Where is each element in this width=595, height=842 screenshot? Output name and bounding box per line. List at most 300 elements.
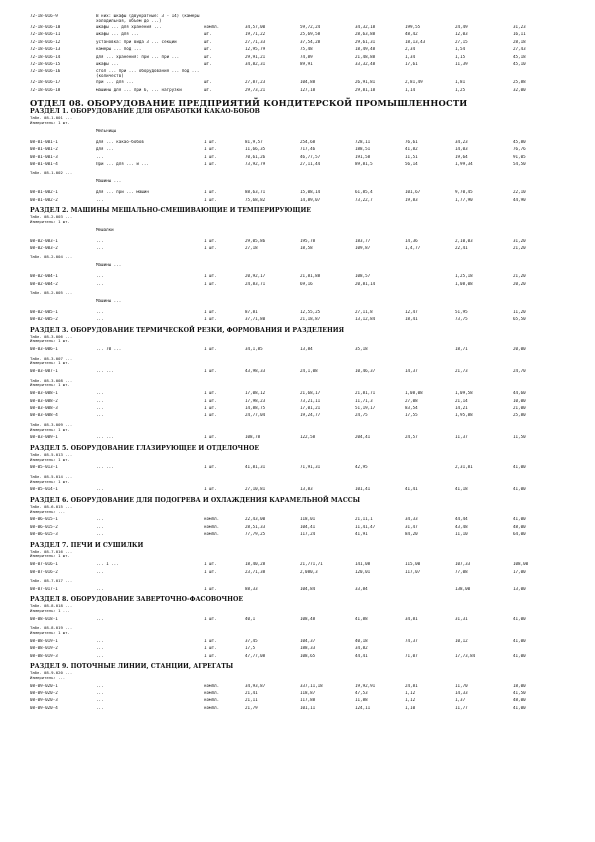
cell-c6: 16,11 bbox=[513, 32, 526, 37]
cell-desc: ... bbox=[96, 281, 104, 286]
cell-c5: 43,48 bbox=[455, 524, 468, 529]
table-note: Измеритель: 1 шт. bbox=[30, 338, 70, 344]
table-row bbox=[0, 691, 595, 698]
cell-c6: 41,00 bbox=[513, 616, 526, 621]
table-row bbox=[0, 162, 595, 169]
table-row bbox=[0, 55, 595, 62]
table-row bbox=[0, 435, 595, 442]
cell-c2: 104,41 bbox=[300, 524, 316, 529]
table-row bbox=[0, 47, 595, 54]
cell-c2: 127,18 bbox=[300, 87, 316, 92]
table-note: Табл. 08-2-005 ... bbox=[30, 290, 73, 295]
table-note: Табл. 08-3-009 ... bbox=[30, 421, 73, 427]
cell-c2: 27,11,44 bbox=[300, 162, 321, 166]
cell-c5: 1,25,18 bbox=[455, 274, 473, 279]
table-row bbox=[0, 155, 595, 162]
cell-desc: Машины ... bbox=[96, 179, 122, 184]
cell-code: 08-08-018-1 bbox=[30, 616, 58, 621]
cell-desc: ... bbox=[96, 487, 104, 492]
cell-desc: ... bbox=[96, 197, 104, 202]
cell-desc: Мешалки bbox=[96, 227, 114, 232]
cell-unit: 1 шт. bbox=[204, 569, 217, 574]
cell-desc: ... bbox=[96, 683, 104, 688]
cell-desc: шкафы ... для ... bbox=[96, 32, 139, 37]
cell-c5: 1,54 bbox=[455, 47, 466, 52]
cell-code: 08-02-003-2 bbox=[30, 246, 58, 250]
cell-c1: 29,73,21 bbox=[245, 87, 266, 92]
cell-c6: 48,00 bbox=[513, 524, 526, 529]
cell-c4: 2,81,49 bbox=[405, 80, 423, 85]
cell-c3: 11,71,3 bbox=[355, 398, 373, 403]
cell-desc: шкафы ... bbox=[96, 62, 119, 66]
cell-c4: 71,07 bbox=[405, 653, 418, 658]
cell-code: 08-05-013-1 bbox=[30, 465, 58, 470]
cell-c1: 21,11 bbox=[245, 698, 258, 703]
cell-c2: 14,89,07 bbox=[300, 197, 321, 202]
cell-c1: 87,81 bbox=[245, 309, 258, 314]
cell-c3: 188,51 bbox=[355, 147, 371, 152]
cell-c1: 88,33 bbox=[245, 586, 258, 591]
cell-code: 08-01-002-1 bbox=[30, 190, 58, 195]
cell-unit: компл. bbox=[204, 25, 220, 29]
table-note: Табл. 08-5-013 ... bbox=[30, 451, 73, 457]
cell-c3: 51,19,17 bbox=[355, 406, 376, 410]
cell-c6: 91,05 bbox=[513, 154, 526, 159]
cell-code: 08-08-019-1 bbox=[30, 638, 58, 643]
cell-c4: 84,20 bbox=[405, 532, 418, 537]
cell-desc: ... bbox=[96, 274, 104, 279]
table-row bbox=[0, 617, 595, 624]
cell-c4: 31,47 bbox=[405, 524, 418, 529]
cell-code: 08-02-004-2 bbox=[30, 281, 58, 286]
cell-c5: 1,37 bbox=[455, 698, 466, 703]
cell-desc: ... bbox=[96, 317, 104, 322]
cell-c5: 73,75 bbox=[455, 317, 468, 322]
cell-code: 72-18-016-13 bbox=[30, 47, 61, 52]
cell-c5: 14,33 bbox=[455, 691, 468, 695]
cell-desc: для ... bbox=[96, 147, 114, 152]
cell-code: 72-18-016-15 bbox=[30, 62, 61, 66]
cell-c2: 59,72,24 bbox=[300, 25, 321, 29]
cell-c6: 65,50 bbox=[513, 317, 526, 322]
section-heading: РАЗДЕЛ 1. ОБОРУДОВАНИЕ ДЛЯ ОБРАБОТКИ КАКАО-БОБОВ bbox=[30, 108, 260, 116]
cell-c3: 61,85,4 bbox=[355, 190, 373, 195]
cell-c2: 21,81,88 bbox=[300, 274, 321, 279]
cell-c2: 337,11,18 bbox=[300, 683, 323, 688]
cell-c2: 75,48 bbox=[300, 47, 313, 52]
table-row bbox=[0, 246, 595, 253]
cell-c5: 77,08 bbox=[455, 569, 468, 574]
cell-c3: 27,11,8 bbox=[355, 309, 373, 314]
cell-c2: 117,88 bbox=[300, 698, 316, 703]
table-note: Табл. 08-3-007 ... bbox=[30, 355, 73, 361]
table-row bbox=[0, 69, 595, 80]
cell-c6: 45,80 bbox=[513, 139, 526, 144]
cell-c1: 27,10,81 bbox=[245, 487, 266, 492]
cell-code: 72-18-016-18 bbox=[30, 87, 61, 92]
cell-c4: 76,61 bbox=[405, 139, 418, 144]
cell-c4: 24,81 bbox=[405, 683, 418, 688]
cell-c3: 33,84 bbox=[355, 586, 368, 591]
cell-unit: шт. bbox=[204, 54, 212, 59]
cell-c4: 2,34 bbox=[405, 47, 416, 52]
cell-desc: ... bbox=[96, 691, 104, 695]
section-heading: РАЗДЕЛ 8. ОБОРУДОВАНИЕ ЗАВЕРТОЧНО-ФАСОВОЧНОЕ bbox=[30, 596, 244, 604]
cell-c1: 47,77,08 bbox=[245, 653, 266, 658]
cell-c4: 14,36 bbox=[405, 238, 418, 243]
cell-c2: 717,46 bbox=[300, 147, 316, 152]
cell-c3: 44,41 bbox=[355, 653, 368, 658]
cell-code: 08-06-015-3 bbox=[30, 532, 58, 537]
cell-unit: 1 шт. bbox=[204, 147, 217, 152]
cell-c3: 42,95 bbox=[355, 465, 368, 470]
cell-c4: 1,10 bbox=[405, 705, 416, 710]
cell-code: 08-02-005-1 bbox=[30, 309, 58, 314]
cell-c5: 11,10 bbox=[455, 532, 468, 537]
cell-desc: Машины ... bbox=[96, 263, 122, 268]
cell-desc: ... bbox=[96, 406, 104, 410]
cell-code: 08-08-019-2 bbox=[30, 646, 58, 651]
cell-c4: 56,14 bbox=[405, 162, 418, 166]
cell-c6: 28,18 bbox=[513, 39, 526, 44]
cell-code: 08-09-020-1 bbox=[30, 683, 58, 688]
cell-desc: ... bbox=[96, 698, 104, 703]
section-heading: РАЗДЕЛ 7. ПЕЧИ И СУШИЛКИ bbox=[30, 541, 144, 549]
cell-c3: 101,41 bbox=[355, 487, 371, 492]
table-row bbox=[0, 347, 595, 354]
cell-c5: 1,15 bbox=[455, 54, 466, 59]
table-note: Табл. 08-7-016 ... bbox=[30, 548, 73, 554]
cell-c6: 21,20 bbox=[513, 274, 526, 279]
cell-desc: ... bbox=[96, 391, 104, 396]
cell-desc: ... bbox=[96, 309, 104, 314]
table-note: Табл. 08-9-020 ... bbox=[30, 670, 73, 675]
cell-c4: 74,37 bbox=[405, 638, 418, 643]
table-row bbox=[0, 391, 595, 398]
cell-c2: 104,37 bbox=[300, 638, 316, 643]
table-row bbox=[0, 698, 595, 705]
cell-c2: 122,58 bbox=[300, 435, 316, 440]
cell-c4: 34,81 bbox=[405, 616, 418, 621]
cell-desc: для ... хранения: при ... при ... bbox=[96, 54, 180, 59]
cell-code: 08-02-004-1 bbox=[30, 274, 58, 279]
cell-c2: 104,88 bbox=[300, 80, 316, 85]
cell-c5: 138,00 bbox=[455, 586, 471, 591]
table-row bbox=[0, 532, 595, 539]
cell-c4: 1,12 bbox=[405, 698, 416, 703]
table-note: Измеритель: 1 шт. bbox=[30, 478, 70, 484]
cell-c5: 1,09,58 bbox=[455, 391, 473, 396]
table-row bbox=[0, 562, 595, 569]
cell-c1: 43,98,33 bbox=[245, 369, 266, 374]
cell-c1: 108,78 bbox=[245, 435, 261, 440]
cell-c6: 48,00 bbox=[513, 698, 526, 703]
cell-c5: 2,31,81 bbox=[455, 465, 473, 470]
cell-unit: 1 шт. bbox=[204, 369, 217, 374]
table-row bbox=[0, 190, 595, 197]
cell-desc: ... ... bbox=[96, 435, 114, 440]
table-row bbox=[0, 369, 595, 376]
cell-c1: 14,88,75 bbox=[245, 406, 266, 410]
cell-c5: 9,70,45 bbox=[455, 190, 473, 195]
cell-c1: 77,79,25 bbox=[245, 532, 266, 537]
cell-c4: 199,55 bbox=[405, 25, 421, 29]
cell-unit: 1 шт. bbox=[204, 281, 217, 286]
cell-c5: 1,95,88 bbox=[455, 413, 473, 418]
cell-c6: 31,20 bbox=[513, 238, 526, 243]
table-row bbox=[0, 317, 595, 324]
cell-c1: 70,61,26 bbox=[245, 154, 266, 159]
cell-unit: 1 шт. bbox=[204, 347, 217, 352]
table-note: Измеритель: 1 шт. bbox=[30, 120, 70, 125]
cell-c2: 21,68,17 bbox=[300, 391, 321, 396]
cell-c1: 11,66,35 bbox=[245, 147, 266, 152]
cell-code: 08-07-016-1 bbox=[30, 562, 58, 567]
cell-code: 08-02-003-1 bbox=[30, 238, 58, 243]
cell-c5: 14,21 bbox=[455, 406, 468, 410]
cell-c5: 1,81 bbox=[455, 80, 466, 85]
cell-c6: 32,00 bbox=[513, 87, 526, 92]
cell-code: 08-07-016-2 bbox=[30, 569, 58, 574]
cell-c5: 10,12 bbox=[455, 638, 468, 643]
table-note: Измеритель: 1 шт. bbox=[30, 456, 70, 462]
cell-unit: 1 шт. bbox=[204, 274, 217, 279]
cell-c6: 45,18 bbox=[513, 54, 526, 59]
cell-c6: 44,60 bbox=[513, 391, 526, 396]
cell-code: 72-18-016-14 bbox=[30, 54, 61, 59]
cell-c3: 89,81,5 bbox=[355, 162, 373, 166]
table-row bbox=[0, 654, 595, 661]
table-row bbox=[0, 706, 595, 713]
cell-c6: 20,20 bbox=[513, 281, 526, 286]
table-note: Измеритель: 1 ... bbox=[30, 608, 70, 613]
cell-c4: 1,08,08 bbox=[405, 391, 423, 396]
cell-code: 08-03-009-1 bbox=[30, 435, 58, 440]
table-note: Табл. 08-6-015 ... bbox=[30, 503, 73, 509]
cell-c3: 21,81,71 bbox=[355, 391, 376, 396]
cell-desc: при ... для ... bbox=[96, 80, 134, 85]
cell-desc: стол ... при ... оборудования ... под ... (количеств) bbox=[96, 69, 200, 78]
cell-unit: 1 шт. bbox=[204, 406, 217, 410]
cell-c6: 11,50 bbox=[513, 435, 526, 440]
cell-c3: 19,92,91 bbox=[355, 683, 376, 688]
cell-c2: 18,58 bbox=[300, 246, 313, 250]
cell-c2: 46,77,57 bbox=[300, 154, 321, 159]
cell-desc: ... bbox=[96, 517, 104, 522]
cell-c2: 15,08,14 bbox=[300, 190, 321, 195]
cell-c2: 108,65 bbox=[300, 653, 316, 658]
cell-desc: шкафы ... для хранения ... bbox=[96, 25, 162, 29]
cell-code: 08-01-002-2 bbox=[30, 197, 58, 202]
cell-desc: При ... для ... и ... bbox=[96, 162, 149, 166]
table-row bbox=[0, 310, 595, 317]
section-heading: РАЗДЕЛ 6. ОБОРУДОВАНИЕ ДЛЯ ПОДОГРЕВА И ОХЛАЖДЕНИЯ КАРАМЕЛЬНОЙ МАССЫ bbox=[30, 496, 361, 504]
cell-c2: 89,91 bbox=[300, 62, 313, 66]
cell-c2: 21,18,87 bbox=[300, 317, 321, 322]
cell-c4: 12,47 bbox=[405, 309, 418, 314]
table-note: Измеритель: 1 шт. bbox=[30, 360, 70, 366]
cell-c1: 34,93,87 bbox=[245, 683, 266, 688]
cell-c2: 12,55,25 bbox=[300, 309, 321, 314]
cell-c3: 191,58 bbox=[355, 154, 371, 159]
cell-c2: 118,87 bbox=[300, 691, 316, 695]
cell-c6: 13,00 bbox=[513, 586, 526, 591]
cell-c3: 13,12,84 bbox=[355, 317, 376, 322]
table-row bbox=[0, 140, 595, 147]
table-note: Измеритель: 1 шт. bbox=[30, 426, 70, 432]
cell-c2: 25,69,58 bbox=[300, 32, 321, 37]
cell-c1: 34,82,31 bbox=[245, 62, 266, 66]
cell-c1: 27,87,23 bbox=[245, 80, 266, 85]
cell-c3: 10,46,37 bbox=[355, 369, 376, 374]
cell-unit: 1 шт. bbox=[204, 487, 217, 492]
cell-c4: 1,4,77 bbox=[405, 246, 421, 250]
table-row bbox=[0, 525, 595, 532]
table-row bbox=[0, 263, 595, 274]
cell-c3: 11,88 bbox=[355, 698, 368, 703]
cell-c1: 24,83,71 bbox=[245, 281, 266, 286]
cell-desc: ... bbox=[96, 705, 104, 710]
cell-c6: 41,00 bbox=[513, 517, 526, 522]
cell-c6: 108,00 bbox=[513, 562, 529, 567]
cell-c4: 18,41 bbox=[405, 317, 418, 322]
cell-unit: 1 шт. bbox=[204, 154, 217, 159]
cell-c4: 41,82 bbox=[405, 147, 418, 152]
cell-c2: 19,24,77 bbox=[300, 413, 321, 418]
cell-c5: 1,99,34 bbox=[455, 162, 473, 166]
cell-c3: 41,91 bbox=[355, 532, 368, 537]
table-note: Табл. 08-3-008 ... bbox=[30, 377, 73, 383]
cell-c5: 11,39 bbox=[455, 62, 468, 66]
cell-c5: 31,31 bbox=[455, 616, 468, 621]
cell-desc: Мельницы bbox=[96, 128, 117, 133]
cell-code: 72-18-016-11 bbox=[30, 32, 61, 37]
section-heading: РАЗДЕЛ 3. ОБОРУДОВАНИЕ ТЕРМИЧЕСКОЙ РЕЗКИ, ФОРМОВАНИЯ И РАЗДЕЛЕНИЯ bbox=[30, 326, 345, 334]
cell-unit: компл. bbox=[204, 517, 220, 522]
cell-c2: 73,21,11 bbox=[300, 398, 321, 403]
table-note: Измеритель: ... bbox=[30, 508, 66, 514]
table-row bbox=[0, 62, 595, 69]
cell-c1: 29,91,21 bbox=[245, 54, 266, 59]
cell-unit: шт. bbox=[204, 62, 212, 66]
cell-code: 08-03-008-1 bbox=[30, 391, 58, 396]
cell-code: 08-09-020-4 bbox=[30, 705, 58, 710]
cell-c1: 17,08,12 bbox=[245, 391, 266, 396]
cell-unit: компл. bbox=[204, 698, 220, 703]
cell-c4: 1,14 bbox=[405, 87, 416, 92]
cell-unit: 1 шт. bbox=[204, 413, 217, 418]
cell-c3: 29,61,31 bbox=[355, 39, 376, 44]
cell-code: 72-18-016-9 bbox=[30, 14, 58, 18]
cell-c1: 73,92,79 bbox=[245, 162, 266, 166]
cell-unit: шт. bbox=[204, 47, 212, 52]
table-note: Табл. 08-5-014 ... bbox=[30, 473, 73, 479]
cell-unit: шт. bbox=[204, 87, 212, 92]
table-row bbox=[0, 406, 595, 413]
cell-code: 08-09-020-2 bbox=[30, 691, 58, 695]
table-note: Табл. 08-1-002 ... bbox=[30, 170, 73, 176]
cell-c5: 19,64 bbox=[455, 154, 468, 159]
cell-unit: компл. bbox=[204, 691, 220, 695]
table-note: Табл. 08-2-003 ... bbox=[30, 214, 73, 219]
cell-code: 72-18-016-17 bbox=[30, 80, 61, 85]
cell-c1: 22,43,00 bbox=[245, 517, 266, 522]
cell-c3: 24,75 bbox=[355, 413, 368, 418]
table-row bbox=[0, 299, 595, 310]
department-heading: ОТДЕЛ 08. ОБОРУДОВАНИЕ ПРЕДПРИЯТИЙ КОНДИТЕРСКОЙ ПРОМЫШЛЕННОСТИ bbox=[30, 98, 468, 109]
table-row bbox=[0, 517, 595, 524]
cell-c3: 26,91,81 bbox=[355, 80, 376, 85]
cell-code: 08-03-007-1 bbox=[30, 369, 58, 374]
table-row bbox=[0, 228, 595, 239]
cell-desc: ... bbox=[96, 646, 104, 651]
cell-c4: 27,08 bbox=[405, 398, 418, 403]
cell-unit: 1 шт. bbox=[204, 190, 217, 195]
cell-c5: 107,33 bbox=[455, 562, 471, 567]
cell-c4: 19,83 bbox=[405, 197, 418, 202]
cell-c1: 29,05,86 bbox=[245, 238, 266, 243]
cell-c4: 11,51 bbox=[405, 154, 418, 159]
cell-unit: компл. bbox=[204, 524, 220, 529]
cell-unit: компл. bbox=[204, 705, 220, 710]
cell-unit: компл. bbox=[204, 683, 220, 688]
cell-desc: ... bbox=[96, 413, 104, 418]
cell-c1: 37,45 bbox=[245, 638, 258, 643]
cell-c4: 14,37 bbox=[405, 369, 418, 374]
table-note: Табл. 08-2-004 ... bbox=[30, 254, 73, 260]
cell-c2: 74,89 bbox=[300, 54, 313, 59]
cell-c5: 11,70 bbox=[455, 683, 468, 688]
cell-c5: 14,03 bbox=[455, 147, 468, 152]
cell-c2: 37,54,28 bbox=[300, 39, 321, 44]
cell-desc: ... bbox=[96, 398, 104, 403]
cell-code: 08-07-017-1 bbox=[30, 586, 58, 591]
cell-desc: ... bbox=[96, 246, 104, 250]
cell-c6: 64,00 bbox=[513, 532, 526, 537]
table-row bbox=[0, 587, 595, 594]
table-row bbox=[0, 639, 595, 646]
cell-c5: 1,77,90 bbox=[455, 197, 473, 202]
cell-desc: машины для ... при 6, ... нагрузки bbox=[96, 87, 182, 92]
cell-desc: ... bbox=[96, 616, 104, 621]
cell-c6: 20,00 bbox=[513, 347, 526, 352]
cell-c5: 22,41 bbox=[455, 246, 468, 250]
cell-unit: 1 шт. bbox=[204, 435, 217, 440]
cell-unit: 1 шт. bbox=[204, 197, 217, 202]
table-row bbox=[0, 80, 595, 87]
cell-c1: 28,51,33 bbox=[245, 524, 266, 529]
table-row bbox=[0, 413, 595, 420]
cell-c1: 17,5 bbox=[245, 646, 256, 651]
cell-c3: 21,48,88 bbox=[355, 54, 376, 59]
cell-c1: 12,95,79 bbox=[245, 47, 266, 52]
cell-c1: 75,68,82 bbox=[245, 197, 266, 202]
cell-code: 08-09-020-3 bbox=[30, 698, 58, 703]
cell-c1: 37,71,80 bbox=[245, 317, 266, 322]
cell-c3: 73,22,7 bbox=[355, 197, 373, 202]
cell-unit: 1 шт. bbox=[204, 162, 217, 166]
cell-c4: 17,55 bbox=[405, 413, 418, 418]
cell-c4: 117,07 bbox=[405, 569, 421, 574]
table-note: Табл. 08-7-017 ... bbox=[30, 578, 73, 583]
section-heading: РАЗДЕЛ 2. МАШИНЫ МЕШАЛЬНО-СМЕШИВАЮЩИЕ И ТЕМПЕРИРУЮЩИЕ bbox=[30, 207, 312, 214]
cell-unit: 1 шт. bbox=[204, 398, 217, 403]
cell-c6: 18,00 bbox=[513, 683, 526, 688]
table-row bbox=[0, 399, 595, 406]
cell-c6: 45,10 bbox=[513, 62, 526, 66]
cell-desc: В них: шкафы (двукратные: 3 - 14) (камеры холодильная, объем до ...) bbox=[96, 14, 200, 23]
cell-c6: 41,00 bbox=[513, 487, 526, 492]
